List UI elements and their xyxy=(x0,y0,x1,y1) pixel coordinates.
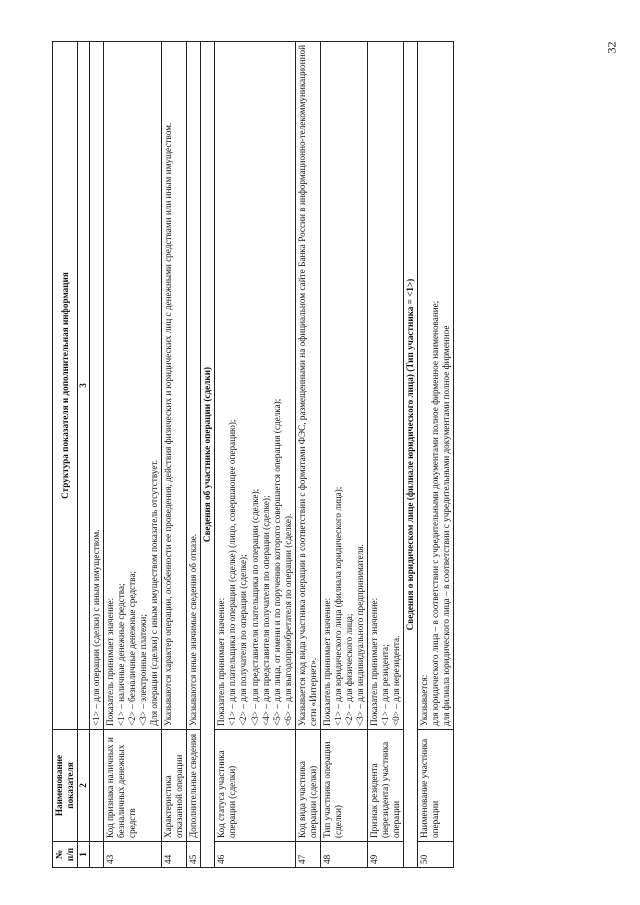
col-number: 3 xyxy=(78,42,90,730)
table-row xyxy=(162,42,187,868)
row-number: 49 xyxy=(367,842,403,868)
indicator-name: Код статуса участника операции (сделки) xyxy=(215,730,295,842)
structure-line: Для операции (сделки) с иным имуществом показатель отсутствует. xyxy=(149,459,160,726)
indicator-name: Дополнительные сведения xyxy=(187,730,201,842)
structure-line: <1> – для резидента; xyxy=(379,644,390,726)
structure-line: <3> – для представителя плательщика по операции (сделке); xyxy=(249,488,260,726)
header-name: Наименование показателя xyxy=(53,730,78,842)
row-number: 44 xyxy=(162,842,187,868)
structure-line: для юридического лица – в соответствии с учредительными документами полное фирменное наименование; xyxy=(429,300,440,726)
col-number: 2 xyxy=(78,730,90,842)
structure-line: для филиала юридического лица – в соответствии с учредительными документами полное фирменное xyxy=(441,325,451,726)
indicator-name: Тип участника операции (сделки) xyxy=(320,730,367,842)
structure-line: Показатель принимает значение: xyxy=(216,597,227,726)
rows-group-1 xyxy=(104,42,201,868)
header-row xyxy=(53,42,78,868)
indicator-structure xyxy=(417,42,453,730)
row-number: 48 xyxy=(320,842,367,868)
row-number: 45 xyxy=(187,842,201,868)
structure-line: <2> – для получателя по операции (сделке); xyxy=(238,554,249,726)
section-row xyxy=(201,42,215,868)
indicator-structure xyxy=(320,42,367,730)
page-number: 32 xyxy=(604,41,619,54)
structure-line: <2> – безналичные денежные средства; xyxy=(127,571,138,726)
indicator-name: Характеристика отказанной операции xyxy=(162,730,187,842)
structure-line: <0> – для нерезидента. xyxy=(390,635,401,726)
indicator-structure xyxy=(215,42,295,730)
rows-group-2 xyxy=(215,42,404,868)
structure-line: <2> – для физического лица; xyxy=(343,613,354,726)
continuation-row xyxy=(90,42,104,868)
indicator-structure xyxy=(295,42,320,730)
indicator-structure xyxy=(104,42,162,730)
table-row xyxy=(417,42,453,868)
indicator-structure xyxy=(187,42,201,730)
structure-line: Указывается код вида участника операции в соответствии с форматами ФЭС, размещенными на официальном сайте Банка России в информационно-телекоммуникационной сети «Интернет». xyxy=(296,45,318,726)
structure-line: <6> – для выгодоприобретателя по операции (сделке). xyxy=(282,513,293,726)
row-number: 50 xyxy=(417,842,453,868)
continuation-text: <1> – для операции (сделки) с иным имуществом. xyxy=(90,42,104,730)
structure-line: Указываются характер операции, особенности ее проведения, действия физических и юридических лиц с денежными средствами или иным имуществом. xyxy=(163,122,174,726)
indicator-name: Наименование участника операции xyxy=(417,730,453,842)
indicator-name: Код признака наличных и безналичных денежных средств xyxy=(104,730,162,842)
structure-line: <1> – наличные денежные средства; xyxy=(116,583,127,726)
row-number: 43 xyxy=(104,842,162,868)
structure-line: <5> – для лица, от имени и по поручению которого совершается операция (сделка); xyxy=(271,398,282,726)
indicator-structure xyxy=(367,42,403,730)
table-row xyxy=(320,42,367,868)
structure-line: Показатель принимает значение: xyxy=(105,597,116,726)
structure-line: Указывается: xyxy=(418,674,429,726)
structure-line: <3> – электронные платежи; xyxy=(138,614,149,726)
header-num: № п/п xyxy=(53,842,78,868)
indicator-name: Признак резидента (нерезидента) участника операции xyxy=(367,730,403,842)
rotated-table-container xyxy=(52,42,580,868)
structure-line: Показатель принимает значение: xyxy=(321,597,332,726)
row-number: 46 xyxy=(215,842,295,868)
table-row xyxy=(367,42,403,868)
column-number-row xyxy=(78,42,90,868)
structure-line: <1> – для юридического лица (филиала юридического лица); xyxy=(332,486,343,726)
structure-line: <1> – для плательщика по операции (сделке) (лицо, совершающее операцию); xyxy=(227,419,238,726)
structure-line: <3> – для индивидуального предпринимателя. xyxy=(354,544,365,726)
structure-line: Указываются иные значимые сведения об отказе. xyxy=(188,533,199,726)
section-row xyxy=(403,42,417,868)
section-title: Сведения о юридическом лице (филиале юридического лица) (Тип участника = <1>) xyxy=(403,42,417,868)
table-row xyxy=(104,42,162,868)
indicator-structure xyxy=(162,42,187,730)
section-title: Сведения об участнике операции (сделки) xyxy=(201,42,215,868)
structure-line: <4> – для представителя получателя по операции (сделке); xyxy=(260,495,271,726)
col-number: 1 xyxy=(78,842,90,868)
table-row xyxy=(295,42,320,868)
rows-group-3 xyxy=(417,42,453,868)
indicator-name: Код вида участника операции (сделки) xyxy=(295,730,320,842)
structure-line: Показатель принимает значение: xyxy=(368,597,379,726)
header-structure: Структура показателя и дополнительная информация xyxy=(53,42,78,730)
indicators-table xyxy=(52,41,454,868)
table-row xyxy=(187,42,201,868)
table-row xyxy=(215,42,295,868)
row-number: 47 xyxy=(295,842,320,868)
